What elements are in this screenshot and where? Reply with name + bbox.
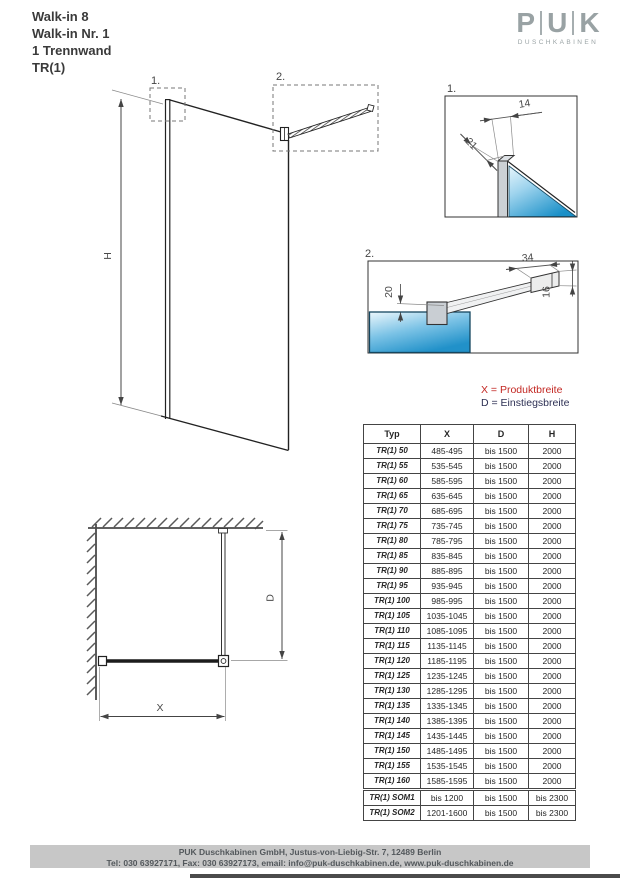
table-row — [364, 459, 576, 474]
cell-x: 985-995 — [421, 594, 474, 609]
cell-x: 935-945 — [421, 579, 474, 594]
cell-x: 635-645 — [421, 489, 474, 504]
logo-letter: P — [516, 7, 536, 38]
table-row — [364, 594, 576, 609]
col-header-d: D — [474, 425, 529, 444]
cell-typ: TR(1) 50 — [364, 444, 421, 459]
cell-h: 2000 — [529, 609, 576, 624]
cell-d: bis 1500 — [474, 444, 529, 459]
doc-title-line: 1 Trennwand — [32, 43, 112, 58]
cell-d: bis 1500 — [474, 774, 529, 790]
table-row — [364, 444, 576, 459]
cell-d: bis 1500 — [474, 624, 529, 639]
cell-d: bis 1500 — [474, 534, 529, 549]
cell-d: bis 1500 — [474, 519, 529, 534]
cell-d: bis 1500 — [474, 474, 529, 489]
cell-typ: TR(1) 90 — [364, 564, 421, 579]
detail1-dim-21: 21 — [462, 135, 480, 153]
cell-x: 685-695 — [421, 504, 474, 519]
cell-typ: TR(1) 140 — [364, 714, 421, 729]
table-header-row — [364, 425, 576, 444]
cell-h: 2000 — [529, 759, 576, 774]
spec-table-body — [364, 444, 576, 821]
table-row — [364, 639, 576, 654]
main-detail2-label: 2. — [276, 71, 286, 83]
cell-h: 2000 — [529, 774, 576, 790]
cell-h: bis 2300 — [529, 806, 576, 821]
cell-x: 785-795 — [421, 534, 474, 549]
cell-typ: TR(1) 160 — [364, 774, 421, 790]
cell-x: 1385-1395 — [421, 714, 474, 729]
cell-d: bis 1500 — [474, 759, 529, 774]
doc-title-line: Walk-in Nr. 1 — [32, 26, 110, 41]
cell-d: bis 1500 — [474, 504, 529, 519]
cell-d: bis 1500 — [474, 609, 529, 624]
cell-d: bis 1500 — [474, 564, 529, 579]
table-row — [364, 609, 576, 624]
cell-x: 1285-1295 — [421, 684, 474, 699]
cell-x: 1335-1345 — [421, 699, 474, 714]
cell-typ: TR(1) 80 — [364, 534, 421, 549]
cell-d: bis 1500 — [474, 790, 529, 806]
table-row — [364, 654, 576, 669]
cell-x: 1235-1245 — [421, 669, 474, 684]
table-row — [364, 549, 576, 564]
footer-address: PUK Duschkabinen GmbH, Justus-von-Liebig-Str. 7, 12489 Berlin — [178, 847, 442, 857]
cell-typ: TR(1) 95 — [364, 579, 421, 594]
cell-h: 2000 — [529, 654, 576, 669]
cell-d: bis 1500 — [474, 744, 529, 759]
cell-h: 2000 — [529, 624, 576, 639]
footer-contact: Tel: 030 63927171, Fax: 030 63927173, email: info@puk-duschkabinen.de, www.puk-duschkabinen.de — [106, 857, 514, 868]
table-row — [364, 684, 576, 699]
col-header-x: X — [421, 425, 474, 444]
cell-typ: TR(1) 100 — [364, 594, 421, 609]
cell-x: 1185-1195 — [421, 654, 474, 669]
col-header-typ: Typ — [364, 425, 421, 444]
cell-typ: TR(1) 130 — [364, 684, 421, 699]
detail2-dim-16: 16 — [540, 286, 553, 298]
cell-x: 1085-1095 — [421, 624, 474, 639]
doc-title-line: Walk-in 8 — [32, 9, 89, 24]
cell-h: bis 2300 — [529, 790, 576, 806]
table-row — [364, 474, 576, 489]
cell-h: 2000 — [529, 729, 576, 744]
cell-typ: TR(1) SOM1 — [364, 790, 421, 806]
cell-typ: TR(1) 60 — [364, 474, 421, 489]
detail2-label: 2. — [365, 248, 375, 260]
table-row — [364, 579, 576, 594]
cell-x: 1435-1445 — [421, 729, 474, 744]
cell-typ: TR(1) 110 — [364, 624, 421, 639]
cell-h: 2000 — [529, 699, 576, 714]
cell-h: 2000 — [529, 564, 576, 579]
cell-d: bis 1500 — [474, 684, 529, 699]
main-detail1-label: 1. — [151, 75, 161, 87]
table-row — [364, 534, 576, 549]
spec-table — [363, 424, 576, 821]
cell-x: 885-895 — [421, 564, 474, 579]
cell-d: bis 1500 — [474, 714, 529, 729]
cell-d: bis 1500 — [474, 489, 529, 504]
cell-typ: TR(1) 70 — [364, 504, 421, 519]
table-row — [364, 774, 576, 790]
cell-d: bis 1500 — [474, 579, 529, 594]
table-row — [364, 744, 576, 759]
cell-x: 1535-1545 — [421, 759, 474, 774]
table-row — [364, 519, 576, 534]
cell-h: 2000 — [529, 639, 576, 654]
cell-x: 1035-1045 — [421, 609, 474, 624]
cell-x: 1485-1495 — [421, 744, 474, 759]
cell-typ: TR(1) 125 — [364, 669, 421, 684]
top-view — [87, 518, 288, 721]
cell-h: 2000 — [529, 504, 576, 519]
detail-2-view — [368, 261, 578, 353]
cell-h: 2000 — [529, 684, 576, 699]
cell-d: bis 1500 — [474, 669, 529, 684]
cell-d: bis 1500 — [474, 806, 529, 821]
cell-typ: TR(1) 155 — [364, 759, 421, 774]
table-row — [364, 714, 576, 729]
table-row — [364, 729, 576, 744]
cell-x: 1135-1145 — [421, 639, 474, 654]
detail-1-view — [445, 96, 577, 217]
main-height-dim-label: H — [102, 252, 114, 260]
cell-typ: TR(1) 120 — [364, 654, 421, 669]
table-row — [364, 806, 576, 821]
cell-h: 2000 — [529, 714, 576, 729]
cell-h: 2000 — [529, 594, 576, 609]
topview-width-dim-label: X — [156, 702, 164, 714]
table-row — [364, 699, 576, 714]
table-row — [364, 504, 576, 519]
cell-d: bis 1500 — [474, 729, 529, 744]
cell-x: 835-845 — [421, 549, 474, 564]
cell-typ: TR(1) 115 — [364, 639, 421, 654]
cell-x: 1201-1600 — [421, 806, 474, 821]
cell-typ: TR(1) 55 — [364, 459, 421, 474]
cell-typ: TR(1) 105 — [364, 609, 421, 624]
cell-d: bis 1500 — [474, 459, 529, 474]
cell-x: 535-545 — [421, 459, 474, 474]
cell-h: 2000 — [529, 459, 576, 474]
cell-d: bis 1500 — [474, 594, 529, 609]
cell-h: 2000 — [529, 549, 576, 564]
cell-x: 1585-1595 — [421, 774, 474, 790]
detail2-dim-20: 20 — [383, 286, 395, 298]
cell-x: bis 1200 — [421, 790, 474, 806]
cell-d: bis 1500 — [474, 639, 529, 654]
detail1-label: 1. — [447, 83, 457, 95]
table-row — [364, 489, 576, 504]
detail1-dim-14: 14 — [517, 97, 532, 111]
cell-d: bis 1500 — [474, 549, 529, 564]
cell-typ: TR(1) 150 — [364, 744, 421, 759]
table-row — [364, 669, 576, 684]
logo-subtitle: DUSCHKABINEN — [517, 39, 599, 46]
legend-product-width: X = Produktbreite — [481, 384, 563, 396]
table-row — [364, 624, 576, 639]
cell-h: 2000 — [529, 519, 576, 534]
cell-d: bis 1500 — [474, 699, 529, 714]
cell-typ: TR(1) 75 — [364, 519, 421, 534]
doc-title-line: TR(1) — [32, 60, 66, 75]
table-row — [364, 759, 576, 774]
cell-x: 735-745 — [421, 519, 474, 534]
legend-entry-width: D = Einstiegsbreite — [481, 397, 570, 409]
cell-h: 2000 — [529, 579, 576, 594]
cell-x: 485-495 — [421, 444, 474, 459]
cell-typ: TR(1) 85 — [364, 549, 421, 564]
logo-letter: U — [547, 7, 568, 38]
dimension-legend — [481, 384, 569, 410]
cell-typ: TR(1) 65 — [364, 489, 421, 504]
cell-h: 2000 — [529, 444, 576, 459]
cell-h: 2000 — [529, 669, 576, 684]
cell-typ: TR(1) SOM2 — [364, 806, 421, 821]
logo-letter: K — [579, 7, 600, 38]
cell-typ: TR(1) 145 — [364, 729, 421, 744]
main-view — [112, 85, 378, 451]
table-row — [364, 564, 576, 579]
cell-d: bis 1500 — [474, 654, 529, 669]
cell-h: 2000 — [529, 489, 576, 504]
cell-x: 585-595 — [421, 474, 474, 489]
cell-h: 2000 — [529, 474, 576, 489]
cell-h: 2000 — [529, 744, 576, 759]
footer-bar — [30, 845, 590, 868]
bottom-edge-strip — [190, 874, 620, 878]
cell-h: 2000 — [529, 534, 576, 549]
topview-depth-dim-label: D — [264, 594, 277, 602]
detail2-dim-34: 34 — [521, 251, 535, 265]
table-row — [364, 790, 576, 806]
col-header-h: H — [529, 425, 576, 444]
cell-typ: TR(1) 135 — [364, 699, 421, 714]
